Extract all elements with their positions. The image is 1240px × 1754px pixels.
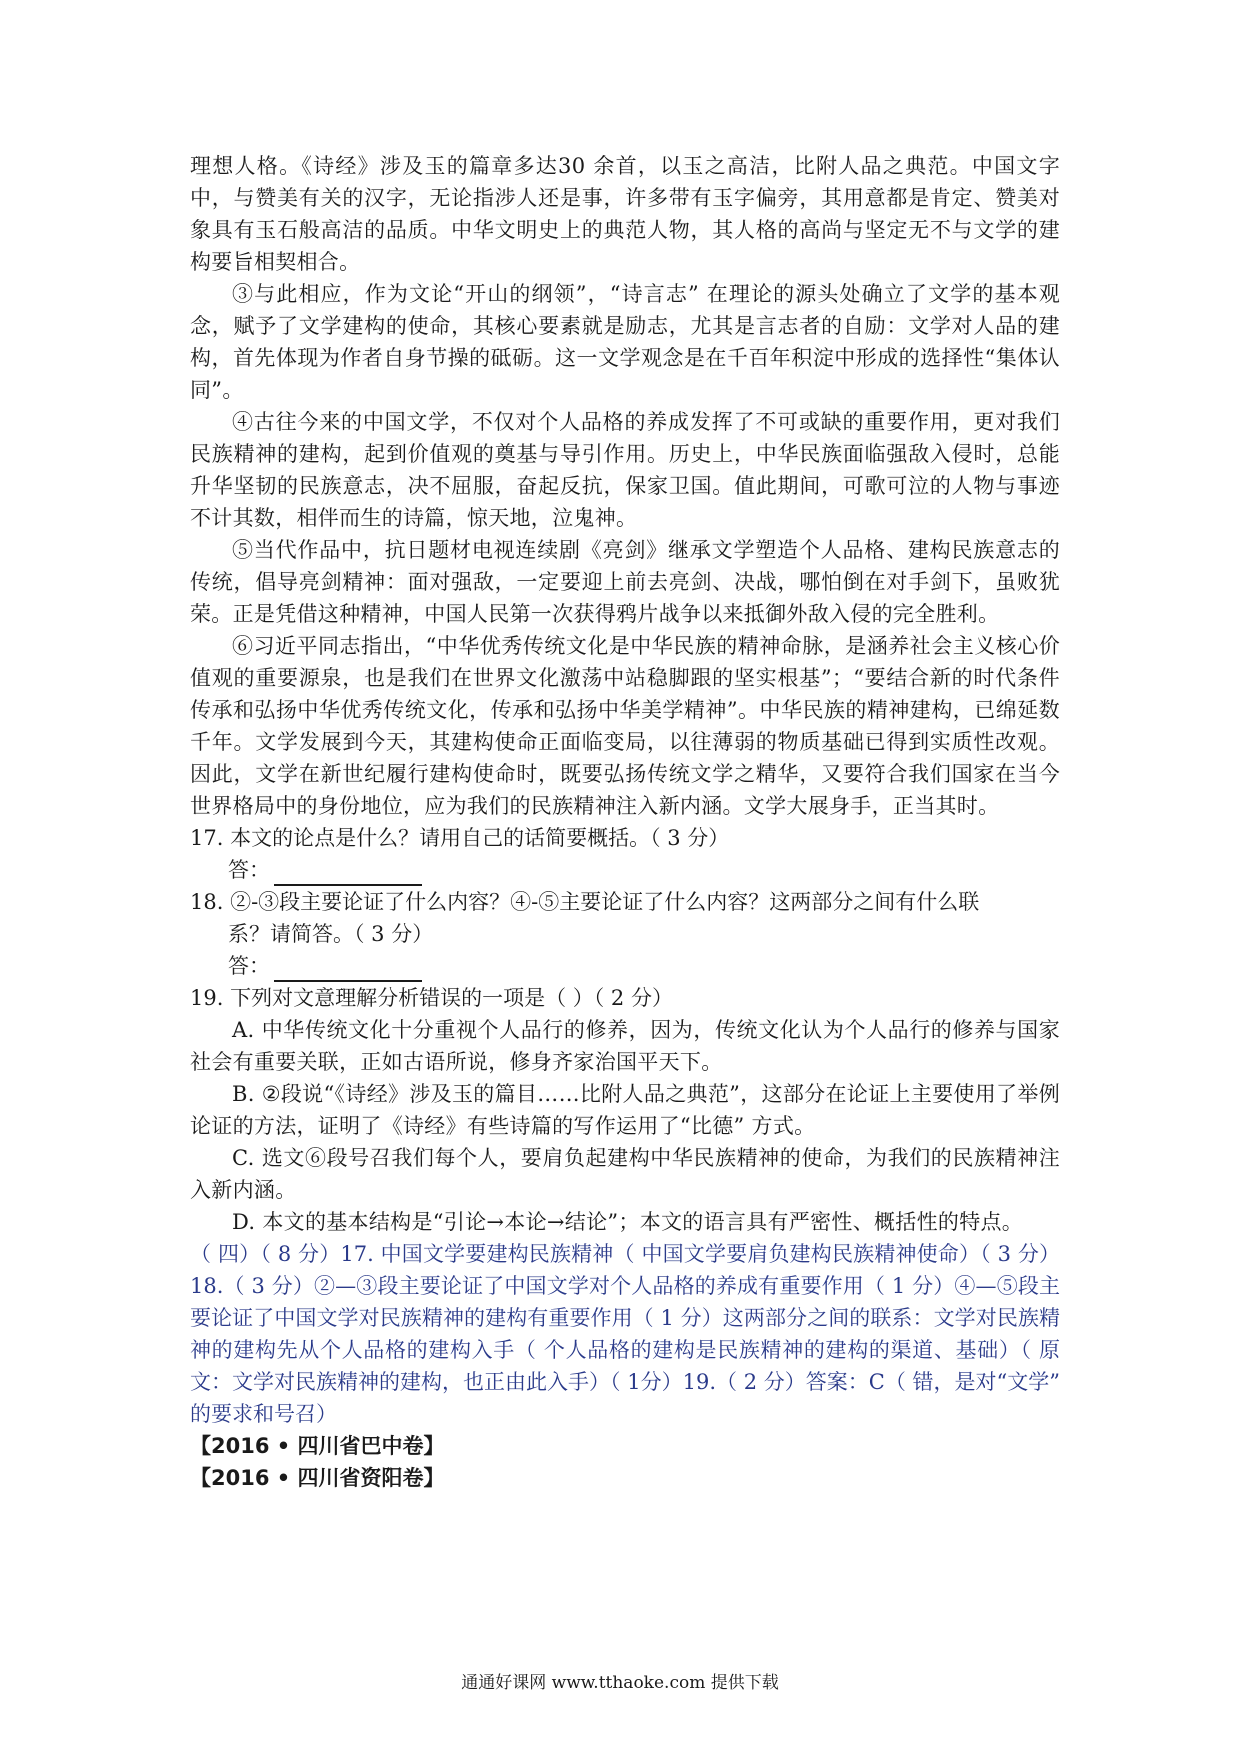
- paragraph-3: ③与此相应，作为文论“开山的纲领”，“诗言志” 在理论的源头处确立了文学的基本观念，赋予了文学建构的使命，其核心要素就是励志，尤其是言志者的自励：文学对人品的建构，首先体现为作者自身节操的砥砺。这一文学观念是在千百年积淀中形成的选择性“集体认同”。: [190, 282, 1060, 402]
- answer-blank: [274, 862, 422, 886]
- section-heading-bazhong: 【2016 • 四川省巴中卷】: [190, 1434, 445, 1458]
- page-footer: 通通好课网 www.tthaoke.com 提供下载: [461, 1673, 779, 1693]
- question-19: 19. 下列对文意理解分析错误的一项是（ ）（ 2 分）: [190, 986, 673, 1010]
- option-b: B. ②段说“《诗经》涉及玉的篇目……比附人品之典范”，这部分在论证上主要使用了举例论证的方法，证明了《诗经》有些诗篇的写作运用了“比德” 方式。: [190, 1082, 1060, 1138]
- paragraph-2-continued: 理想人格。《诗经》涉及玉的篇章多达30 余首，以玉之高洁，比附人品之典范。中国文字中，与赞美有关的汉字，无论指涉人还是事，许多带有玉字偏旁，其用意都是肯定、赞美对象具有玉石般高洁的品质。中华文明史上的典范人物，其人格的高尚与坚定无不与文学的建构要旨相契相合。: [190, 154, 1060, 274]
- section-heading-ziyang: 【2016 • 四川省资阳卷】: [190, 1466, 445, 1490]
- question-18: 18. ②-③段主要论证了什么内容？④-⑤主要论证了什么内容？这两部分之间有什么联: [190, 890, 980, 914]
- answer-key: （ 四）（ 8 分）17. 中国文学要建构民族精神（ 中国文学要肩负建构民族精神使命）（ 3 分）18.（ 3 分）②—③段主要论证了中国文学对个人品格的养成有重要作用（ 1 分）④—⑤段主要论证了中国文学对民族精神的建构有重要作用（ 1 分）这两部分之间的联系：文学对民族精神的建构先从个人品格的建构入手（ 个人品格的建构是民族精神的建构的渠道、基础）（ 原文：文学对民族精神的建构，也正由此入手）（ 1分）19.（ 2 分）答案：C（ 错，是对“文学” 的要求和号召）: [190, 1242, 1060, 1426]
- answer-label: 答：: [228, 858, 270, 882]
- option-d: D. 本文的基本结构是“引论→本论→结论”；本文的语言具有严密性、概括性的特点。: [232, 1210, 1024, 1234]
- paragraph-4: ④古往今来的中国文学，不仅对个人品格的养成发挥了不可或缺的重要作用，更对我们民族精神的建构，起到价值观的奠基与导引作用。历史上，中华民族面临强敌入侵时，总能升华坚韧的民族意志，决不屈服，奋起反抗，保家卫国。值此期间，可歌可泣的人物与事迹不计其数，相伴而生的诗篇，惊天地，泣鬼神。: [190, 410, 1060, 530]
- answer-label: 答：: [228, 954, 270, 978]
- question-18-continued: 系？请简答。（ 3 分）: [228, 922, 434, 946]
- answer-blank: [274, 958, 422, 982]
- answer-line-18: [190, 950, 1060, 982]
- paragraph-5: ⑤当代作品中，抗日题材电视连续剧《亮剑》继承文学塑造个人品格、建构民族意志的传统，倡导亮剑精神：面对强敌，一定要迎上前去亮剑、决战，哪怕倒在对手剑下，虽败犹荣。正是凭借这种精神，中国人民第一次获得鸦片战争以来抵御外敌入侵的完全胜利。: [190, 538, 1060, 626]
- answer-line-17: [190, 854, 1060, 886]
- document-body: [190, 150, 1060, 1494]
- option-c: C. 选文⑥段号召我们每个人，要肩负起建构中华民族精神的使命，为我们的民族精神注入新内涵。: [190, 1146, 1060, 1202]
- paragraph-6: ⑥习近平同志指出，“中华优秀传统文化是中华民族的精神命脉，是涵养社会主义核心价值观的重要源泉，也是我们在世界文化激荡中站稳脚跟的坚实根基”；“要结合新的时代条件传承和弘扬中华优秀传统文化，传承和弘扬中华美学精神”。中华民族的精神建构，已绵延数千年。文学发展到今天，其建构使命正面临变局，以往薄弱的物质基础已得到实质性改观。因此，文学在新世纪履行建构使命时，既要弘扬传统文学之精华，又要符合我们国家在当今世界格局中的身份地位，应为我们的民族精神注入新内涵。文学大展身手，正当其时。: [190, 634, 1060, 818]
- option-a: A. 中华传统文化十分重视个人品行的修养，因为，传统文化认为个人品行的修养与国家社会有重要关联，正如古语所说，修身齐家治国平天下。: [190, 1018, 1060, 1074]
- question-17: 17. 本文的论点是什么？请用自己的话简要概括。（ 3 分）: [190, 826, 730, 850]
